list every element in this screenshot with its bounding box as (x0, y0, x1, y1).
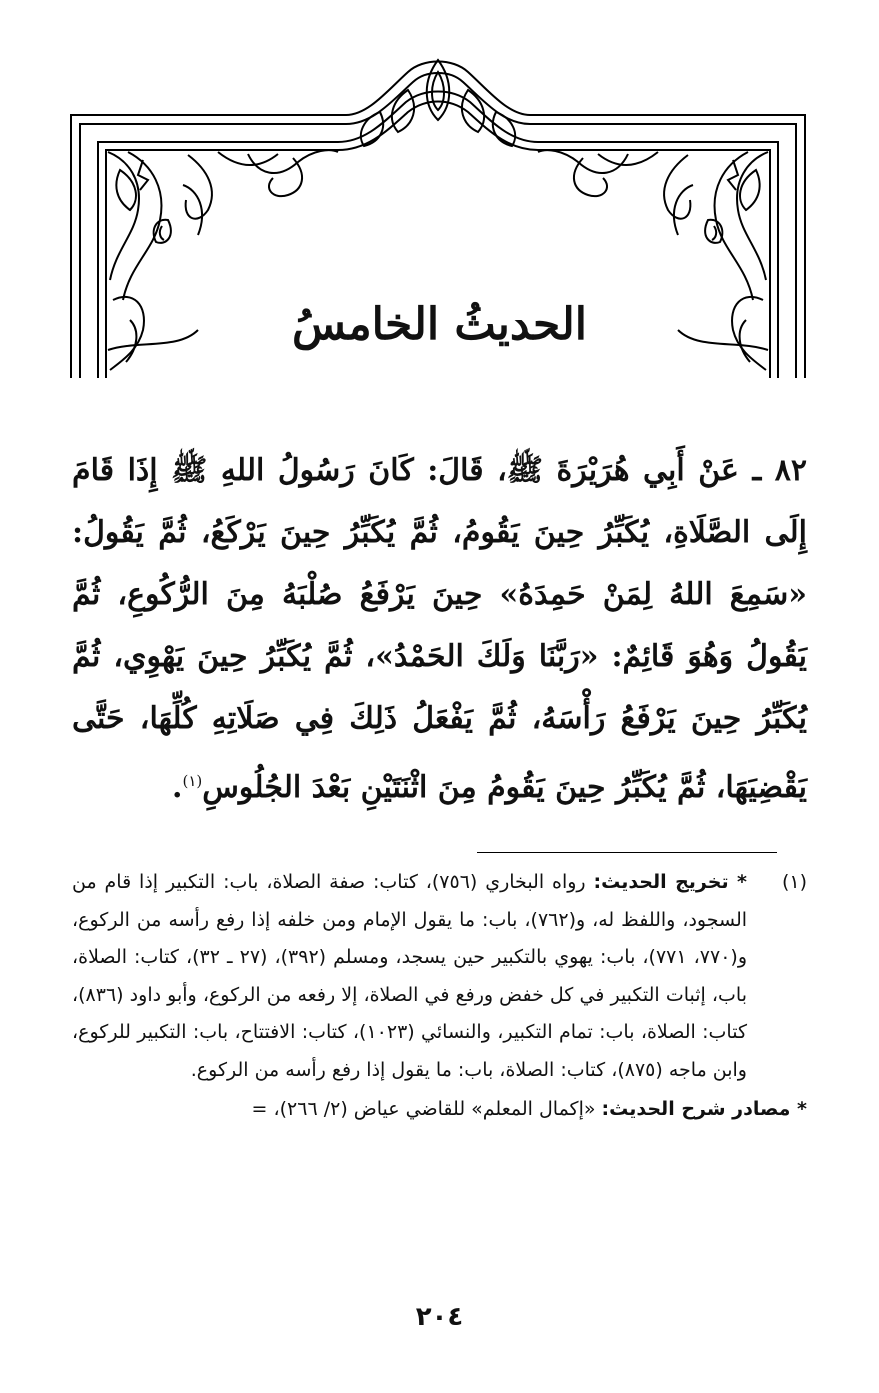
hadith-number: ٨٢ (774, 453, 807, 488)
footnote-1-label: * تخريج الحديث: (593, 871, 747, 893)
hadith-text (72, 440, 807, 819)
page-number: ٢٠٤ (415, 1302, 464, 1332)
hadith-body: ـ عَنْ أَبِي هُرَيْرَةَ ﷺ، قَالَ: كَانَ رَسُولُ اللهِ ﷺ إِذَا قَامَ إِلَى الصَّلَاةِ، يُكَبِّرُ حِينَ يَقُومُ، ثُمَّ يُكَبِّرُ حِينَ يَرْكَعُ، ثُمَّ يَقُولُ: «سَمِعَ اللهُ لِمَنْ حَمِدَهُ» حِينَ يَرْفَعُ صُلْبَهُ مِنَ الرُّكُوعِ، ثُمَّ يَقُولُ وَهُوَ قَائِمٌ: «رَبَّنَا وَلَكَ الحَمْدُ»، ثُمَّ يُكَبِّرُ حِينَ يَهْوِي، ثُمَّ يُكَبِّرُ حِينَ يَرْفَعُ رَأْسَهُ، ثُمَّ يَفْعَلُ ذَلِكَ فِي صَلَاتِهِ كُلِّهَا، حَتَّى يَقْضِيَهَا، ثُمَّ يُكَبِّرُ حِينَ يَقُومُ مِنَ اثْنَتَيْنِ بَعْدَ الجُلُوسِ (72, 453, 807, 805)
footnote-divider (477, 852, 777, 853)
footnotes (72, 864, 807, 1129)
footnote-2 (72, 1091, 807, 1129)
footnote-reference: (١) (182, 772, 203, 790)
hadith-end: . (172, 770, 183, 805)
footnote-1-text: رواه البخاري (٧٥٦)، كتاب: صفة الصلاة، باب: التكبير إذا قام من السجود، واللفظ له، و(٧٦٢)، باب: ما يقول الإمام ومن خلفه إذا رفع رأسه من الركوع، و(٧٧٠، ٧٧١)، باب: يهوي بالتكبير حين يسجد، ومسلم (٣٩٢)، (٢٧ ـ ٣٢)، كتاب: الصلاة، باب، إثبات التكبير في كل خفض ورفع في الصلاة، إلا رفعه من الركوع، وأبو داود (٨٣٦)، كتاب: الصلاة، باب: تمام التكبير، والنسائي (١٠٢٣)، كتاب: الافتتاح، باب: التكبير للركوع، وابن ماجه (٨٧٥)، كتاب: الصلاة، باب: ما يقول إذا رفع رأسه من الركوع. (72, 871, 748, 1081)
footnote-2-text: «إكمال المعلم» للقاضي عياض (٢/ ٢٦٦)، = (251, 1098, 596, 1120)
footnote-number: (١) (781, 871, 807, 893)
chapter-title: الحديثُ الخامسُ (291, 299, 587, 350)
footnote-2-label: * مصادر شرح الحديث: (601, 1098, 807, 1120)
footnote-1 (72, 864, 807, 1089)
